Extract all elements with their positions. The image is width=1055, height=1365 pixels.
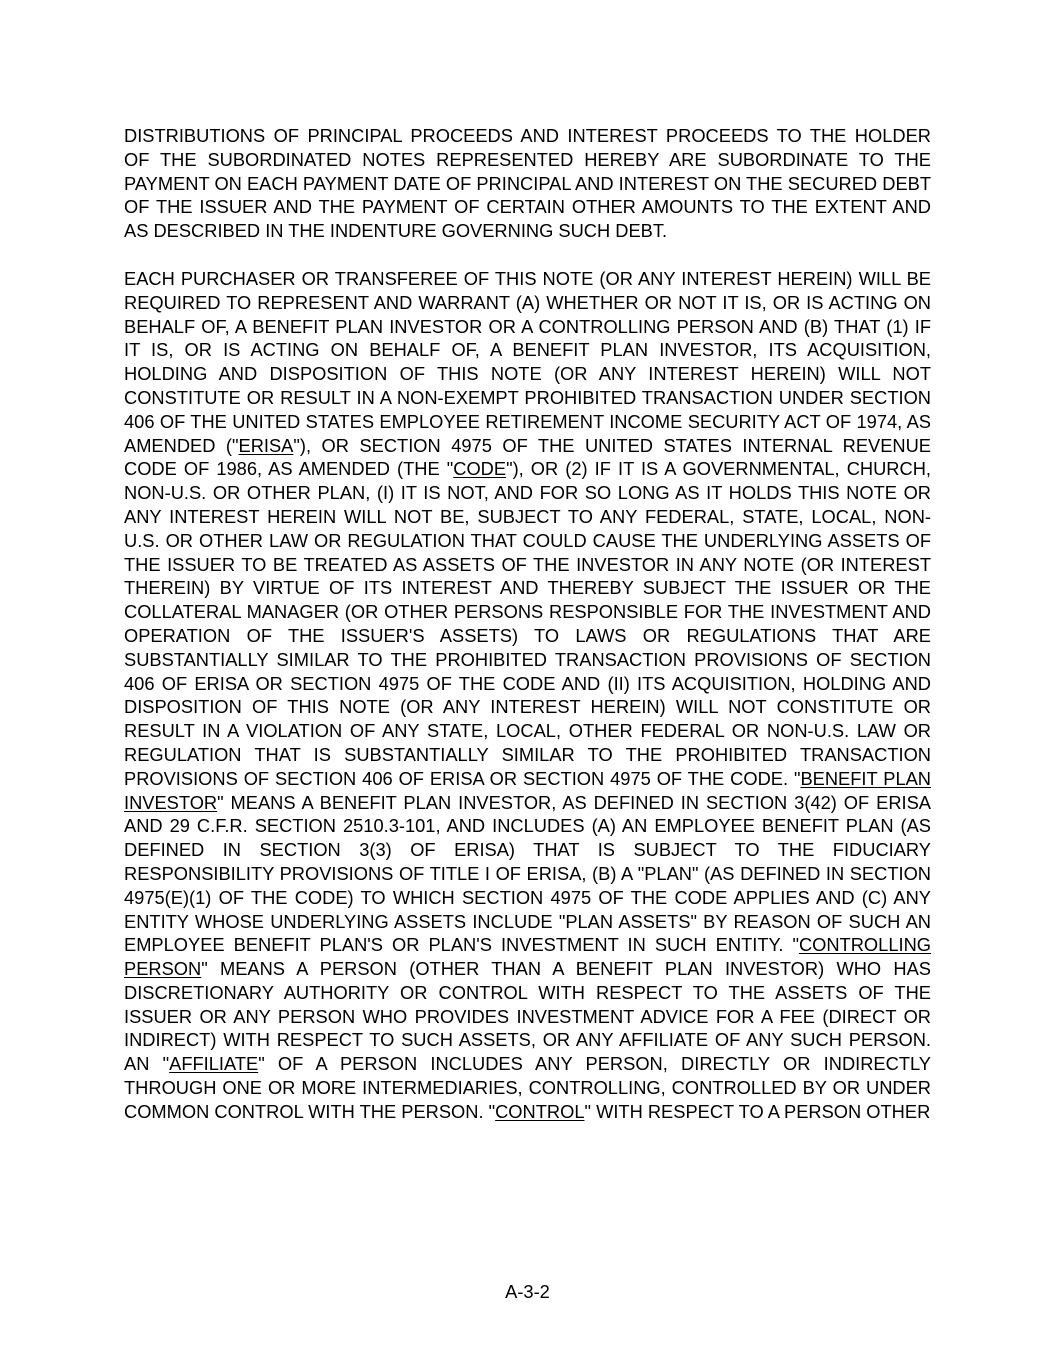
text-segment: "), OR (2) IF IT IS A GOVERNMENTAL, CHURCH, NON-U.S. OR OTHER PLAN, (I) IT IS NOT, AND FOR SO LONG AS IT HOLDS THIS NOTE OR ANY INTEREST HEREIN WILL NOT BE, SUBJECT TO ANY FEDERAL, STATE, LOCAL, NON-U.S. OR OTHER LAW OR REGULATION THAT COULD CAUSE THE UNDERLYING ASSETS OF THE ISSUER TO BE TREATED AS ASSETS OF THE INVESTOR IN ANY NOTE (OR INTEREST THEREIN) BY VIRTUE OF ITS INTEREST AND THEREBY SUBJECT THE ISSUER OR THE COLLATERAL MANAGER (OR OTHER PERSONS RESPONSIBLE FOR THE INVESTMENT AND OPERATION OF THE ISSUER'S ASSETS) TO LAWS OR REGULATIONS THAT ARE SUBSTANTIALLY SIMILAR TO THE PROHIBITED TRANSACTION PROVISIONS OF SECTION 406 OF ERISA OR SECTION 4975 OF THE CODE AND (II) ITS ACQUISITION, HOLDING AND DISPOSITION OF THIS NOTE (OR ANY INTEREST HEREIN) WILL NOT CONSTITUTE OR RESULT IN A VIOLATION OF ANY STATE, LOCAL, OTHER FEDERAL OR NON-U.S. LAW OR REGULATION THAT IS SUBSTANTIALLY SIMILAR TO THE PROHIBITED TRANSACTION PROVISIONS OF SECTION 406 OF ERISA OR SECTION 4975 OF THE CODE. " bbox=[124, 458, 931, 789]
defined-term-control: CONTROL bbox=[495, 1100, 585, 1122]
paragraph-purchaser-representations bbox=[124, 267, 931, 1124]
document-page bbox=[124, 124, 931, 1124]
text-segment: " OF A PERSON INCLUDES ANY PERSON, DIRECTLY OR INDIRECTLY THROUGH ONE OR MORE INTERMEDIARIES, CONTROLLING, CONTROLLED BY OR UNDER COMMON CONTROL WITH THE PERSON. " bbox=[124, 1053, 931, 1122]
defined-term-benefit-plan-investor: BENEFIT PLAN INVESTOR bbox=[124, 767, 932, 813]
text-segment: " MEANS A PERSON (OTHER THAN A BENEFIT PLAN INVESTOR) WHO HAS DISCRETIONARY AUTHORITY OR CONTROL WITH RESPECT TO THE ASSETS OF THE ISSUER OR ANY PERSON WHO PROVIDES INVESTMENT ADVICE FOR A FEE (DIRECT OR INDIRECT) WITH RESPECT TO SUCH ASSETS, OR ANY AFFILIATE OF ANY SUCH PERSON. AN " bbox=[124, 958, 931, 1075]
defined-term-code: CODE bbox=[453, 458, 507, 480]
text-segment: " MEANS A BENEFIT PLAN INVESTOR, AS DEFINED IN SECTION 3(42) OF ERISA AND 29 C.F.R. SECTION 2510.3-101, AND INCLUDES (A) AN EMPLOYEE BENEFIT PLAN (AS DEFINED IN SECTION 3(3) OF ERISA) THAT IS SUBJECT TO THE FIDUCIARY RESPONSIBILITY PROVISIONS OF TITLE I OF ERISA, (B) A "PLAN" (AS DEFINED IN SECTION 4975(E)(1) OF THE CODE) TO WHICH SECTION 4975 OF THE CODE APPLIES AND (C) ANY ENTITY WHOSE UNDERLYING ASSETS INCLUDE "PLAN ASSETS" BY REASON OF SUCH AN EMPLOYEE BENEFIT PLAN'S OR PLAN'S INVESTMENT IN SUCH ENTITY. " bbox=[124, 791, 931, 956]
page-number: A-3-2 bbox=[505, 1281, 550, 1302]
defined-term-controlling-person: CONTROLLING PERSON bbox=[124, 934, 931, 980]
text-segment: " WITH RESPECT TO A PERSON OTHER bbox=[584, 1100, 931, 1122]
text-segment: EACH PURCHASER OR TRANSFEREE OF THIS NOTE (OR ANY INTEREST HEREIN) WILL BE REQUIRED TO REPRESENT AND WARRANT (A) WHETHER OR NOT IT IS, OR IS ACTING ON BEHALF OF, A BENEFIT PLAN INVESTOR OR A CONTROLLING PERSON AND (B) THAT (1) IF IT IS, OR IS ACTING ON BEHALF OF, A BENEFIT PLAN INVESTOR, ITS ACQUISITION, HOLDING AND DISPOSITION OF THIS NOTE (OR ANY INTEREST HEREIN) WILL NOT CONSTITUTE OR RESULT IN A NON-EXEMPT PROHIBITED TRANSACTION UNDER SECTION 406 OF THE UNITED STATES EMPLOYEE RETIREMENT INCOME SECURITY ACT OF 1974, AS AMENDED (" bbox=[124, 267, 931, 456]
defined-term-affiliate: AFFILIATE bbox=[169, 1053, 259, 1075]
text-segment: "), OR SECTION 4975 OF THE UNITED STATES INTERNAL REVENUE CODE OF 1986, AS AMENDED (THE " bbox=[124, 434, 931, 480]
defined-term-erisa: ERISA bbox=[238, 434, 294, 456]
paragraph-subordination: DISTRIBUTIONS OF PRINCIPAL PROCEEDS AND INTEREST PROCEEDS TO THE HOLDER OF THE SUBORDINATED NOTES REPRESENTED HEREBY ARE SUBORDINATE TO THE PAYMENT ON EACH PAYMENT DATE OF PRINCIPAL AND INTEREST ON THE SECURED DEBT OF THE ISSUER AND THE PAYMENT OF CERTAIN OTHER AMOUNTS TO THE EXTENT AND AS DESCRIBED IN THE INDENTURE GOVERNING SUCH DEBT. bbox=[124, 125, 931, 242]
